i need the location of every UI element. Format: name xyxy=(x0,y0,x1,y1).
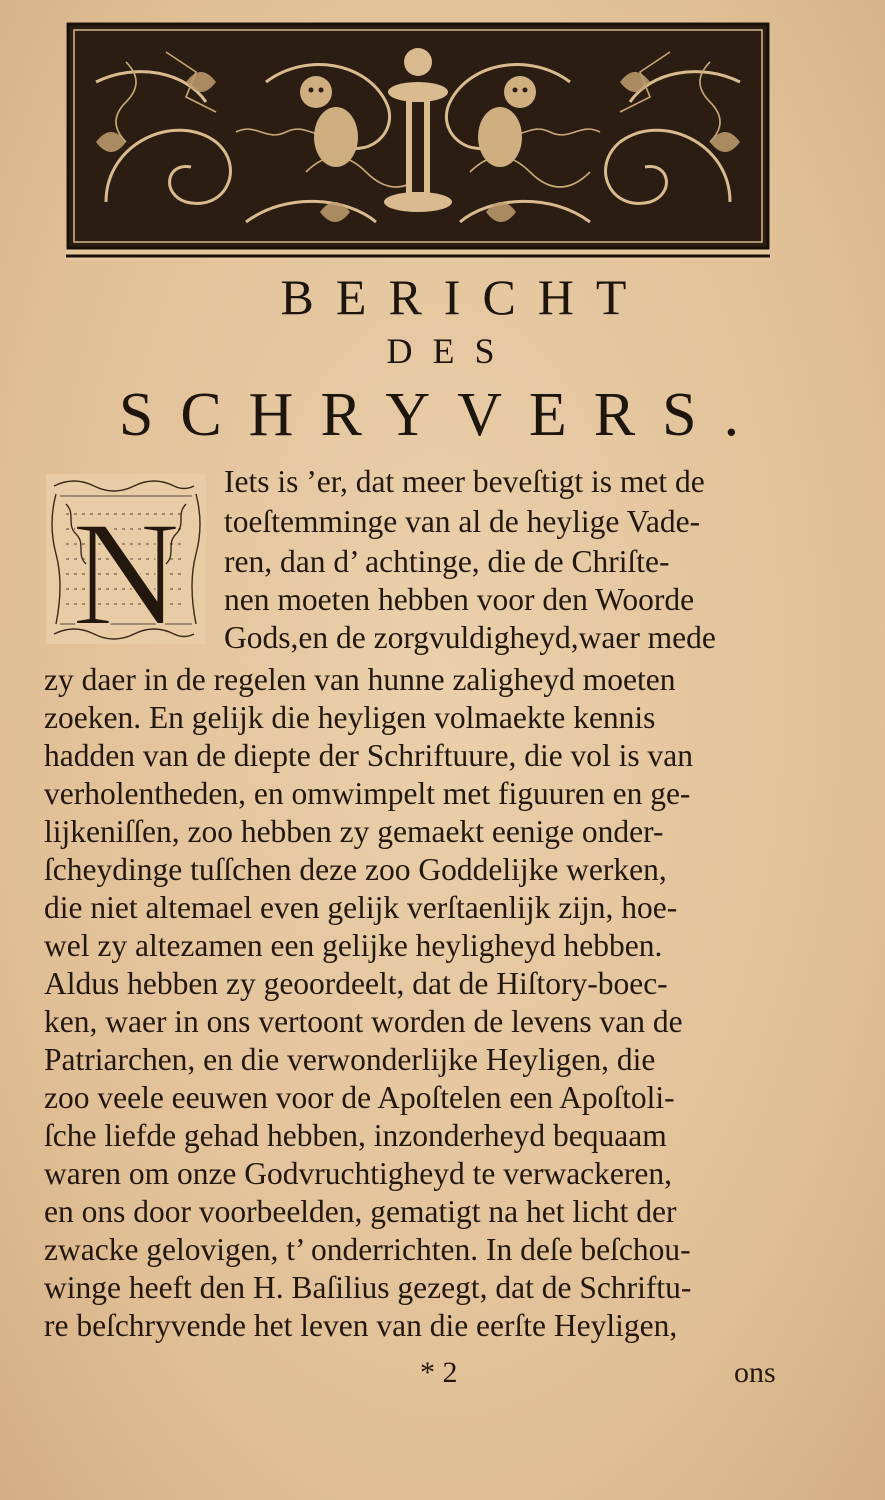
body-line: lijkeniſſen, zoo hebben zy gemaekt eenige onder- xyxy=(44,814,664,849)
body-line: hadden van de diepte der Schriftuure, die vol is van xyxy=(44,738,694,773)
body-line: ſche liefde gehad hebben, inzonderheyd bequaam xyxy=(44,1118,667,1153)
body-line: verholentheden, en omwimpelt met figuuren en ge- xyxy=(44,776,691,811)
body-line: waren om onze Godvruchtigheyd te verwackeren, xyxy=(44,1156,672,1191)
body-line: ren, dan d’ achtinge, die de Chriſte- xyxy=(224,544,670,579)
body-line: zwacke gelovigen, t’ onderrichten. In deſe beſchou- xyxy=(44,1232,691,1267)
heading-des: DES xyxy=(386,331,515,371)
heading-schryvers: SCHRYVERS. xyxy=(118,381,767,449)
initial-letter-image xyxy=(46,474,206,644)
body-line: Aldus hebben zy geoordeelt, dat de Hiſtory-boec- xyxy=(44,966,668,1001)
heading-bericht: BERICHT xyxy=(280,269,649,325)
body-line: nen moeten hebben voor den Woorde xyxy=(224,582,695,617)
headpiece-ornament xyxy=(66,22,770,260)
body-line: ſcheydinge tuſſchen deze zoo Goddelijke werken, xyxy=(44,852,667,887)
svg-text:N: N xyxy=(71,491,181,644)
headpiece-woodcut-image xyxy=(66,22,770,260)
body-line: Iets is ’er, dat meer beveſtigt is met de xyxy=(224,464,705,499)
body-line: en ons door voorbeelden, gematigt na het licht der xyxy=(44,1194,677,1229)
body-line: zoeken. En gelijk die heyligen volmaekte kennis xyxy=(44,700,656,735)
body-line: zy daer in de regelen van hunne zaligheyd moeten xyxy=(44,662,676,697)
decorated-initial-n xyxy=(46,474,206,644)
body-line: Gods,en de zorgvuldigheyd,waer mede xyxy=(224,620,716,655)
body-line: ken, waer in ons vertoont worden de levens van de xyxy=(44,1004,683,1039)
body-line: zoo veele eeuwen voor de Apoſtelen een Apoſtoli- xyxy=(44,1080,675,1115)
page-footer xyxy=(0,1356,885,1396)
body-line: Patriarchen, en die verwonderlijke Heyligen, die xyxy=(44,1042,656,1077)
body-line: toeſtemminge van al de heylige Vade- xyxy=(224,504,701,539)
body-line: re beſchryvende het leven van die eerſte Heyligen, xyxy=(44,1308,678,1343)
body-line: wel zy altezamen een gelijke heyligheyd hebben. xyxy=(44,928,663,963)
body-line: winge heeft den H. Baſilius gezegt, dat de Schriftu- xyxy=(44,1270,692,1305)
body-line: die niet altemael even gelijk verſtaenlijk zijn, hoe- xyxy=(44,890,678,925)
signature-mark: * 2 xyxy=(420,1356,458,1389)
catchword: ons xyxy=(734,1356,776,1389)
